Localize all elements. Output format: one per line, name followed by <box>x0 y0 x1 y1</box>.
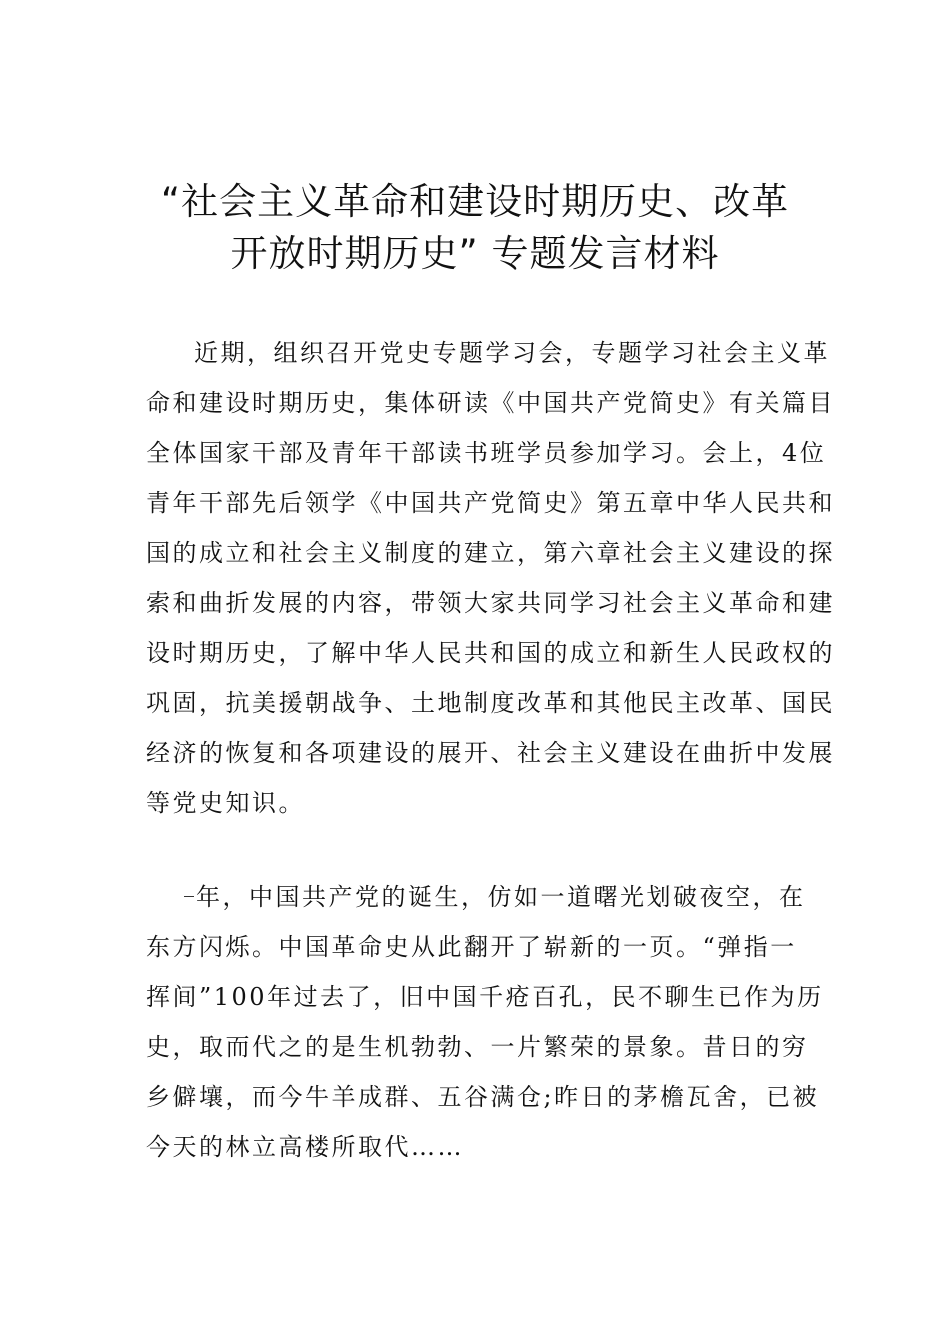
paragraph-1-line: 命和建设时期历史，集体研读《中国共产党简史》有关篇目 <box>146 389 835 417</box>
paragraph-1-line: 青年干部先后领学《中国共产党简史》第五章中华人民共和 <box>146 489 835 517</box>
paragraph-2-first-line <box>146 872 846 922</box>
paragraph-2-line: 史，取而代之的是生机勃勃、一片繁荣的景象。昔日的穷 <box>146 1033 809 1061</box>
paragraph-1-line: 索和曲折发展的内容，带领大家共同学习社会主义革命和建 <box>146 589 835 617</box>
paragraph-1-line: 设时期历史，了解中华人民共和国的成立和新生人民政权的 <box>146 639 835 667</box>
paragraph-2 <box>146 872 846 1172</box>
underline-mark <box>184 896 194 897</box>
document-title <box>120 176 830 280</box>
paragraph-1-line: 全体国家干部及青年干部读书班学员参加学习。会上，4位 <box>146 439 827 467</box>
paragraph-1-line: 国的成立和社会主义制度的建立，第六章社会主义建设的探 <box>146 539 835 567</box>
paragraph-1-line: 近期，组织召开党史专题学习会，专题学习社会主义革 <box>194 339 830 367</box>
paragraph-1 <box>146 328 846 828</box>
paragraph-1-line: 巩固，抗美援朝战争、土地制度改革和其他民主改革、国民 <box>146 689 835 717</box>
paragraph-2-line: 年，中国共产党的诞生，仿如一道曙光划破夜空，在 <box>196 883 806 911</box>
paragraph-2-line: 乡僻壤，而今牛羊成群、五谷满仓;昨日的茅檐瓦舍，已被 <box>146 1083 820 1111</box>
paragraph-1-line: 等党史知识。 <box>146 789 305 817</box>
title-line-2: 开放时期历史” 专题发言材料 <box>230 232 720 275</box>
paragraph-1-line: 经济的恢复和各项建设的展开、社会主义建设在曲折中发展 <box>146 739 835 767</box>
title-line-1: “社会主义革命和建设时期历史、改革 <box>160 180 790 223</box>
paragraph-2-line: 今天的林立高楼所取代…… <box>146 1133 464 1161</box>
paragraph-2-line: 东方闪烁。中国革命史从此翻开了崭新的一页。“弹指一 <box>146 933 797 961</box>
paragraph-2-line: 挥间”100年过去了，旧中国千疮百孔，民不聊生已作为历 <box>146 983 824 1011</box>
